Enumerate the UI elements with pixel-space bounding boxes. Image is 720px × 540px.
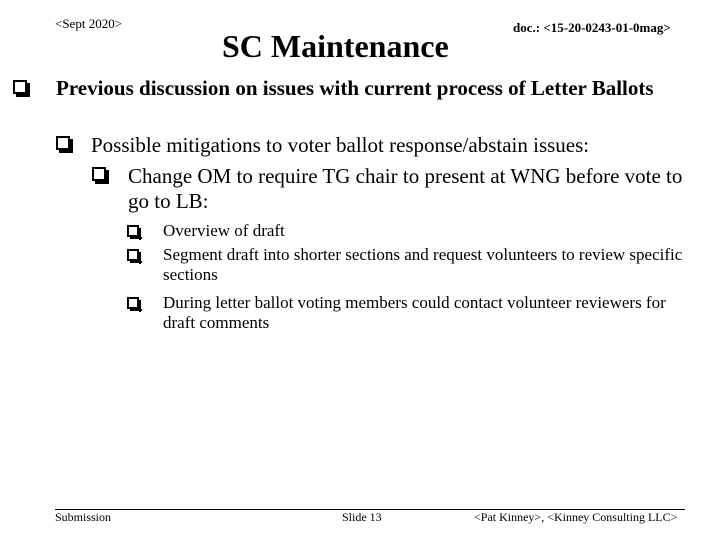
bullet-level3-text: Change OM to require TG chair to present at WNG before vote to go to LB: [128, 164, 683, 213]
bullet-level4-text: Segment draft into shorter sections and request volunteers to review specific sections [163, 245, 683, 285]
bullet-level1-text: Previous discussion on issues with current process of Letter Ballots [56, 76, 654, 100]
bullet-level2-text: Possible mitigations to voter ballot response/abstain issues: [91, 133, 590, 157]
slide-title: SC Maintenance [222, 28, 449, 64]
header-doc-number: doc.: <15-20-0243-01-0mag> [513, 20, 671, 35]
bullet-level4-text: Overview of draft [163, 221, 285, 240]
bullet-level4-text: During letter ballot voting members could contact volunteer reviewers for draft comments [163, 293, 666, 333]
footer-submission: Submission [55, 510, 112, 524]
footer-slide-number: Slide 13 [342, 510, 382, 524]
header-date: <Sept 2020> [55, 16, 123, 31]
footer-author: <Pat Kinney>, <Kinney Consulting LLC> [474, 510, 678, 524]
